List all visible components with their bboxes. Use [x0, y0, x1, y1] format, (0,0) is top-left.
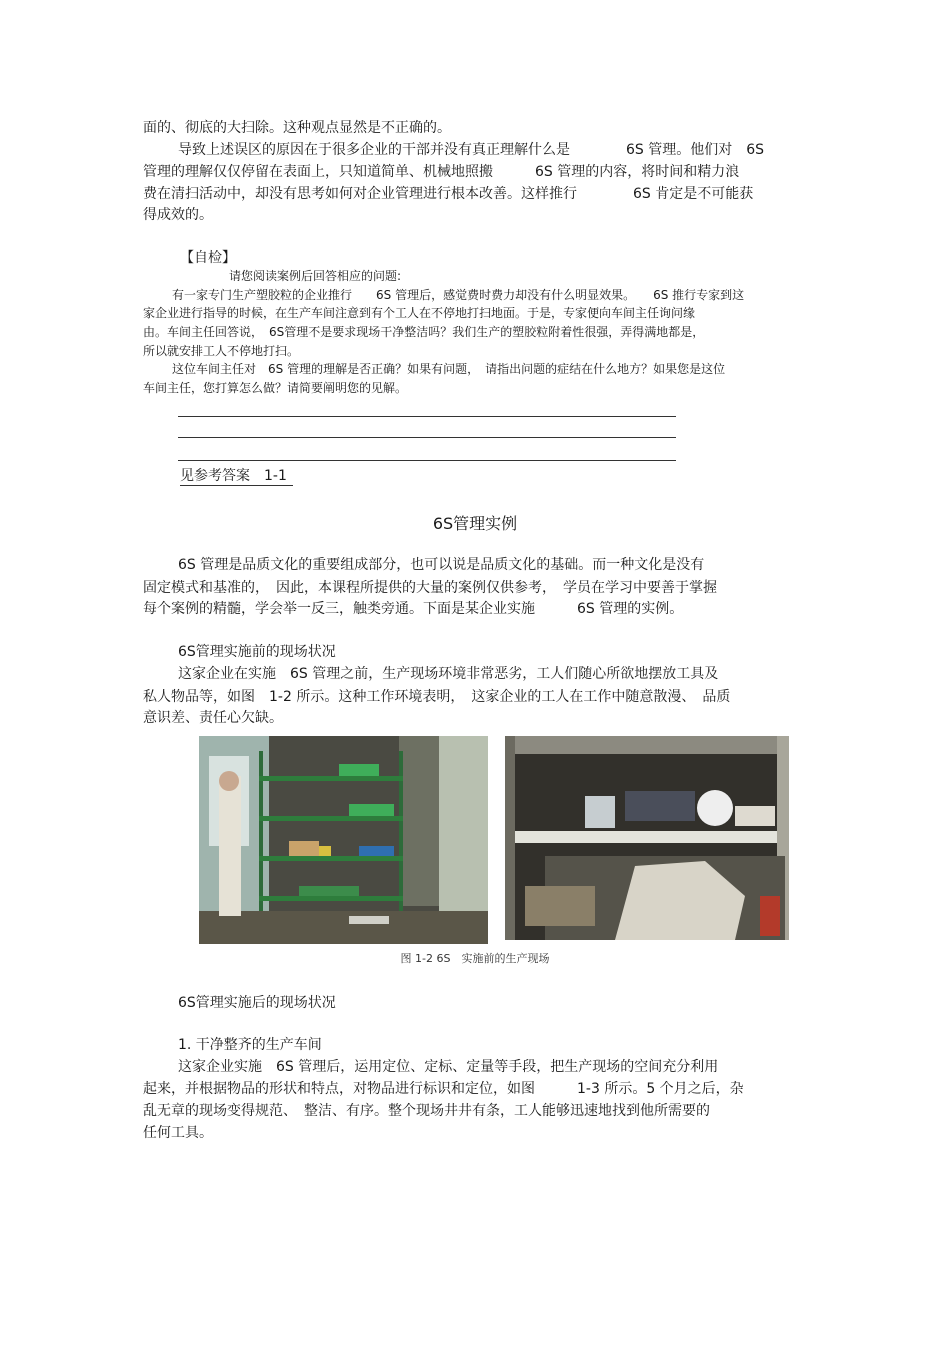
figure-caption: 图 1-2 6S 实施前的生产现场 — [400, 952, 550, 965]
section-title: 6S管理实例 — [432, 514, 518, 533]
paragraph-line: 任何工具。 — [143, 1125, 213, 1141]
selfcheck-line: 家企业进行指导的时候，在生产车间注意到有个工人在不停地打扫地面。于是，专家便向车间主任询问缘 — [143, 306, 696, 320]
selfcheck-line: 所以就安排工人不停地打扫。 — [143, 344, 300, 358]
selfcheck-line: 车间主任，您打算怎么做？请简要阐明您的见解。 — [143, 381, 408, 395]
paragraph-line: 固定模式和基准的， 因此，本课程所提供的大量的案例仅供参考， 学员在学习中要善于掌握 — [143, 580, 717, 596]
paragraph-line: 费在清扫活动中，却没有思考如何对企业管理进行根本改善。这样推行 6S 肯定是不可能获 — [143, 186, 754, 202]
answer-reference: 见参考答案 1-1 — [180, 467, 293, 486]
paragraph-line: 每个案例的精髓，学会举一反三，触类旁通。下面是某企业实施 6S 管理的实例。 — [143, 601, 684, 617]
paragraph-line: 这家企业实施 6S 管理后，运用定位、定标、定量等手段，把生产现场的空间充分利用 — [178, 1059, 719, 1075]
paragraph-line: 乱无章的现场变得规范、 整洁、有序。整个现场井井有条，工人能够迅速地找到他所需要的 — [143, 1103, 710, 1119]
paragraph-line: 起来，并根据物品的形状和特点，对物品进行标识和定位，如图 1-3 所示。5 个月之后，杂 — [143, 1081, 744, 1097]
selfcheck-instruction: 请您阅读案例后回答相应的问题: — [229, 269, 402, 283]
paragraph-line: 管理的理解仅仅停留在表面上，只知道简单、机械地照搬 6S 管理的内容，将时间和精力浪 — [143, 164, 740, 180]
paragraph-line: 这家企业在实施 6S 管理之前，生产现场环境非常恶劣，工人们随心所欲地摆放工具及 — [178, 666, 719, 682]
workshop-photo-before-right — [505, 736, 789, 940]
selfcheck-heading: 【自检】 — [180, 250, 236, 266]
selfcheck-line: 这位车间主任对 6S 管理的理解是否正确？如果有问题， 请指出问题的症结在什么地方？如果您是这位 — [172, 362, 726, 376]
selfcheck-line: 由。车间主任回答说， 6S管理不是要求现场干净整洁吗？我们生产的塑胶粒附着性很强，弄得满地都是， — [143, 325, 705, 339]
paragraph-line: 意识差、责任心欠缺。 — [143, 710, 283, 726]
answer-blank-line[interactable] — [178, 416, 676, 417]
before-heading: 6S管理实施前的现场状况 — [178, 644, 336, 660]
answer-blank-line[interactable] — [178, 460, 676, 461]
workshop-photo-before-left — [199, 736, 488, 944]
after-subheading: 1. 干净整齐的生产车间 — [178, 1037, 322, 1053]
paragraph-line: 6S 管理是品质文化的重要组成部分，也可以说是品质文化的基础。而一种文化是没有 — [178, 557, 705, 573]
paragraph-line: 私人物品等，如图 1-2 所示。这种工作环境表明， 这家企业的工人在工作中随意散漫、 品质 — [143, 689, 731, 705]
paragraph-line: 得成效的。 — [143, 207, 213, 223]
answer-blank-line[interactable] — [178, 437, 676, 438]
after-heading: 6S管理实施后的现场状况 — [178, 995, 336, 1011]
selfcheck-line: 有一家专门生产塑胶粒的企业推行 6S 管理后，感觉费时费力却没有什么明显效果。 6S 推行专家到这 — [172, 288, 745, 302]
paragraph-line: 导致上述误区的原因在于很多企业的干部并没有真正理解什么是 6S 管理。他们对 6S — [178, 142, 765, 158]
paragraph-line: 面的、彻底的大扫除。这种观点显然是不正确的。 — [143, 120, 451, 136]
